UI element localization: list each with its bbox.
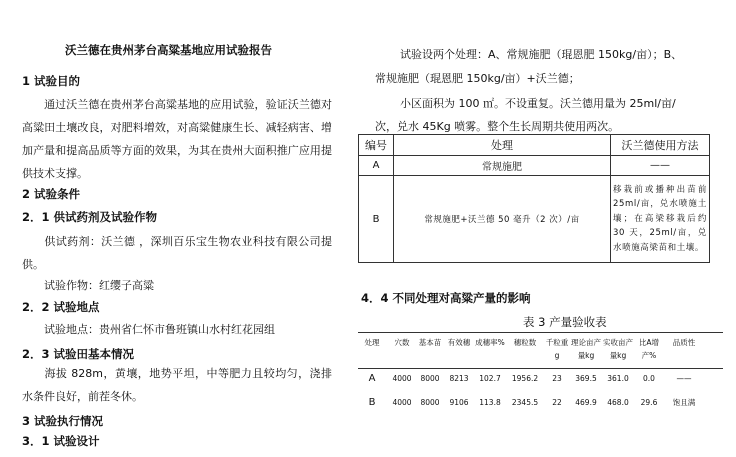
section-heading-execution: 3 试验执行情况 bbox=[22, 414, 104, 428]
table-caption: 表 3 产量验收表 bbox=[523, 315, 607, 329]
table-row bbox=[359, 156, 710, 176]
table-cell: B bbox=[359, 176, 394, 263]
section-heading-yield: 4．4 不同处理对高粱产量的影响 bbox=[361, 291, 531, 305]
table-cell: 常规施肥+沃兰德 50 毫升（2 次）/亩 bbox=[394, 176, 611, 263]
table-header-cell: 处理 bbox=[394, 135, 611, 156]
agent-paragraph bbox=[22, 230, 332, 276]
table-header-cell: 有效穗 bbox=[447, 338, 471, 347]
table-cell: 0.0 bbox=[643, 374, 655, 383]
table-cell: 1956.2 bbox=[511, 374, 539, 383]
table-header-cell: 比A增产% bbox=[638, 338, 660, 360]
table-header-cell: 理论亩产量kg bbox=[571, 338, 601, 360]
subsection-heading-design: 3．1 试验设计 bbox=[22, 434, 100, 448]
section-heading-purpose: 1 试验目的 bbox=[22, 74, 81, 88]
table-rule bbox=[358, 332, 723, 333]
table-rule bbox=[358, 368, 723, 369]
table-header-cell: 千粒重g bbox=[545, 338, 569, 360]
table-cell: —— bbox=[676, 374, 692, 383]
subsection-heading-location: 2．2 试验地点 bbox=[22, 300, 100, 314]
table-cell: 2345.5 bbox=[511, 398, 539, 407]
subsection-heading-field: 2．3 试验田基本情况 bbox=[22, 347, 135, 361]
table-header-cell: 实收亩产量kg bbox=[603, 338, 633, 360]
table-cell: —— bbox=[611, 156, 710, 176]
table-cell: 8000 bbox=[420, 374, 440, 383]
table-cell: 22 bbox=[552, 398, 562, 407]
field-text: 海拔 828m，黄壤，地势平坦，中等肥力且较均匀，浇排水条件良好，前茬冬休。 bbox=[22, 367, 332, 403]
table-cell: 469.9 bbox=[575, 398, 597, 407]
table-cell: A bbox=[359, 156, 394, 176]
table-header-cell: 处理 bbox=[364, 338, 380, 347]
design-line-3: 小区面积为 100 ㎡。不设重复。沃兰德用量为 25ml/亩/ bbox=[400, 97, 676, 110]
design-line-4: 次，兑水 45Kg 喷雾。整个生长周期共使用两次。 bbox=[375, 120, 620, 133]
crop-text: 试验作物：红缨子高粱 bbox=[44, 279, 154, 292]
table-cell: 29.6 bbox=[640, 398, 658, 407]
table-cell: 常规施肥 bbox=[394, 156, 611, 176]
table-header-cell: 沃兰德使用方法 bbox=[611, 135, 710, 156]
table-header-cell: 品质性 bbox=[672, 338, 696, 347]
table-header-cell: 穴数 bbox=[394, 338, 410, 347]
design-line-2: 常规施肥（琨恩肥 150kg/亩）+沃兰德； bbox=[375, 72, 580, 85]
crop-paragraph bbox=[22, 274, 332, 297]
purpose-paragraph bbox=[22, 93, 332, 185]
table-header-cell: 成穗率% bbox=[475, 338, 505, 347]
document-title: 沃兰德在贵州茅台高粱基地应用试验报告 bbox=[65, 43, 272, 57]
treatment-table bbox=[358, 134, 710, 263]
agent-text: 供试药剂：沃兰德 ，深圳百乐宝生物农业科技有限公司提供。 bbox=[22, 235, 332, 271]
table-header-cell: 穗粒数 bbox=[513, 338, 537, 347]
location-text: 试验地点：贵州省仁怀市鲁班镇山水村红花园组 bbox=[44, 323, 275, 336]
table-cell: 113.8 bbox=[479, 398, 501, 407]
table-cell: 468.0 bbox=[607, 398, 629, 407]
section-heading-conditions: 2 试验条件 bbox=[22, 187, 81, 201]
table-header-row bbox=[359, 135, 710, 156]
table-cell: 4000 bbox=[392, 398, 412, 407]
table-cell: 9106 bbox=[449, 398, 469, 407]
table-cell: 361.0 bbox=[607, 374, 629, 383]
table-cell: 饱且满 bbox=[672, 398, 696, 407]
table-cell: 23 bbox=[552, 374, 562, 383]
field-paragraph bbox=[22, 362, 332, 408]
table-header-cell: 编号 bbox=[359, 135, 394, 156]
table-cell: 369.5 bbox=[575, 374, 597, 383]
purpose-text: 通过沃兰德在贵州茅台高粱基地的应用试验，验证沃兰德对高粱田土壤改良，对肥料增效，对高粱健康生长、减轻病害、增加产量和提高品质等方面的效果，为其在贵州大面积推广应用提供技术支撑。 bbox=[22, 98, 332, 180]
table-cell: 102.7 bbox=[479, 374, 501, 383]
subsection-heading-agent: 2．1 供试药剂及试验作物 bbox=[22, 210, 158, 224]
table-row bbox=[359, 176, 710, 263]
table-cell: 移栽前或播种出苗前 25ml/亩，兑水喷施土壤；在高梁移栽后约 30 天，25ml/亩，兑水喷施高梁苗和土壤。 bbox=[611, 176, 710, 263]
table-cell: 8000 bbox=[420, 398, 440, 407]
table-header-cell: 基本苗 bbox=[418, 338, 442, 347]
table-cell: 8213 bbox=[449, 374, 469, 383]
location-paragraph bbox=[22, 318, 332, 341]
table-cell: A bbox=[368, 373, 376, 384]
table-cell: B bbox=[368, 397, 376, 408]
design-line-1: 试验设两个处理：A、常规施肥（琨恩肥 150kg/亩）；B、 bbox=[400, 48, 683, 61]
table-cell: 4000 bbox=[392, 374, 412, 383]
